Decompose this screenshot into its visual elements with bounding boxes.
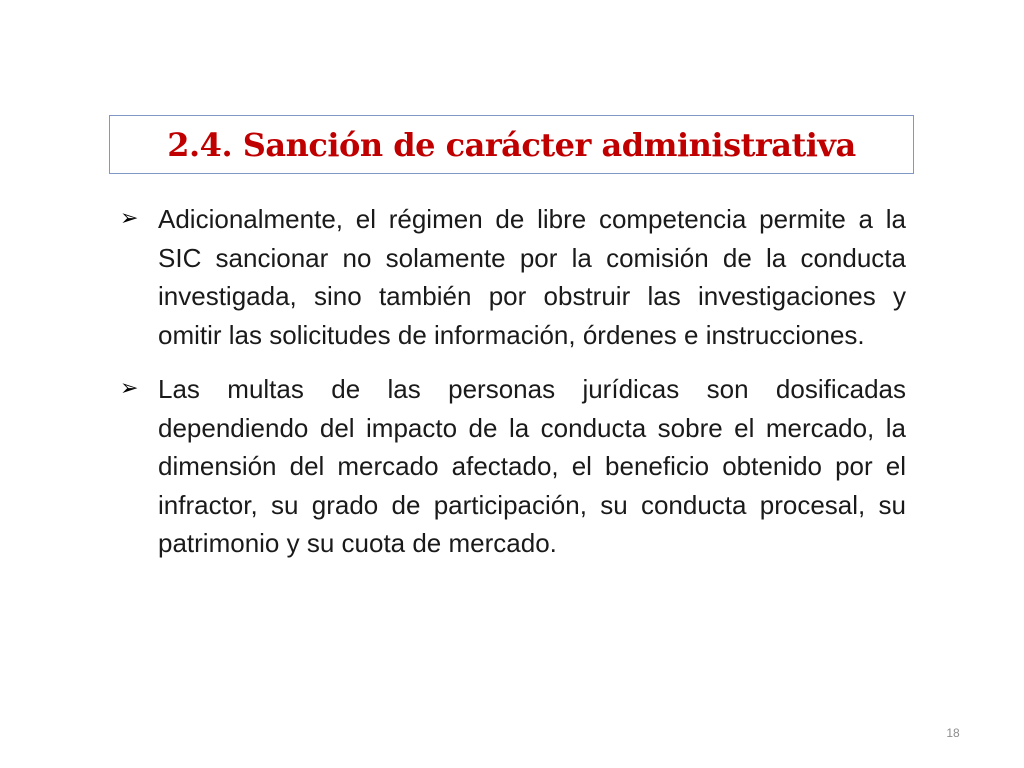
slide-title: 2.4. Sanción de carácter administrativa <box>167 125 856 164</box>
title-box <box>109 115 914 174</box>
arrow-bullet-icon: ➢ <box>120 376 139 401</box>
page-number: 18 <box>946 726 960 740</box>
bullet-text: Las multas de las personas jurídicas son dosificadas dependiendo del impacto de la conducta sobre el mercado, la dimensión del mercado afectado, el beneficio obtenido por el infractor, su grado de participación, su conducta procesal, su patrimonio y su cuota de mercado. <box>158 374 906 558</box>
bullet-item <box>120 200 906 354</box>
bullet-text: Adicionalmente, el régimen de libre competencia permite a la SIC sancionar no solamente por la comisión de la conducta investigada, sino también por obstruir las investigaciones y omitir las solicitudes de información, órdenes e instrucciones. <box>158 204 906 350</box>
arrow-bullet-icon: ➢ <box>120 206 139 231</box>
bullet-list <box>120 200 906 579</box>
bullet-item <box>120 370 906 563</box>
